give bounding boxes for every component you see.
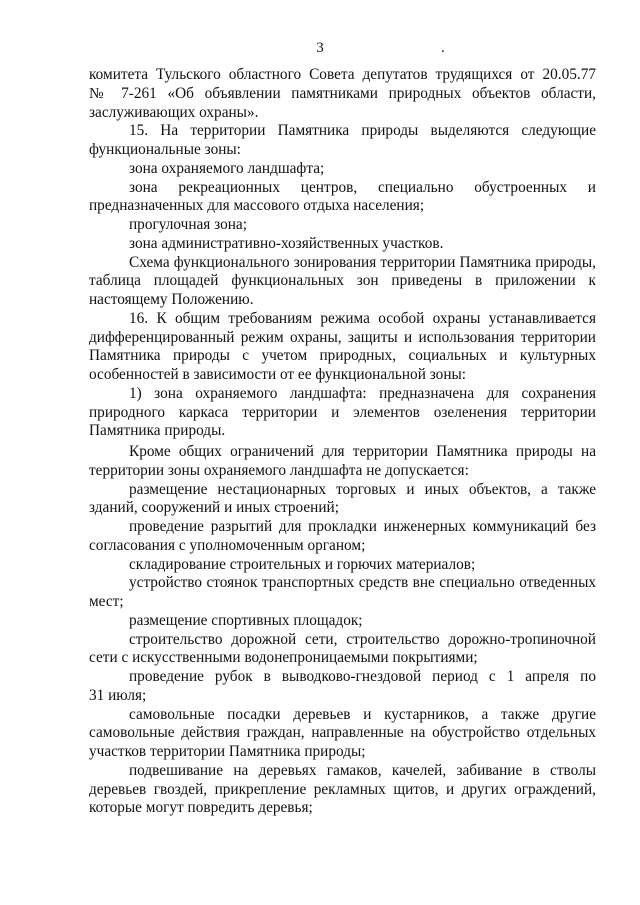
text-line: Памятника природы. bbox=[89, 422, 226, 440]
zone-definition-line: 1) зона охраняемого ландшафта: предназначена для сохранения bbox=[129, 384, 596, 402]
text-line: согласования с уполномоченным органом; bbox=[89, 536, 366, 554]
paragraph-15-line: 15. На территории Памятника природы выделяются следующие bbox=[129, 122, 596, 140]
text-line: Памятника природы с учетом природных, социальных и культурных bbox=[89, 347, 596, 365]
page-number: 3 bbox=[316, 40, 324, 56]
text-line: 31 июля; bbox=[89, 686, 147, 704]
zone-item: зона административно-хозяйственных участков. bbox=[129, 234, 444, 252]
prohibition-item: проведение разрытий для прокладки инженерных коммуникаций без bbox=[129, 518, 596, 535]
prohibition-item: проведение рубок в выводково-гнездовой период с 1 апреля по bbox=[129, 668, 596, 685]
text-line: комитета Тульского областного Совета депутатов трудящихся от 20.05.77 bbox=[89, 66, 596, 83]
text-line: настоящему Положению. bbox=[89, 291, 254, 308]
text-line: участков территории Памятника природы; bbox=[89, 743, 366, 760]
text-line: которые могут повредить деревья; bbox=[89, 799, 313, 817]
text-line: предназначенных для массового отдыха населения; bbox=[89, 197, 425, 215]
text-line: особенностей в зависимости от ее функциональной зоны: bbox=[89, 366, 467, 383]
text-line: деревьев гвоздей, прикрепление рекламных щитов, и других ограждений, bbox=[89, 780, 596, 798]
text-line: Кроме общих ограничений для территории Памятника природы на bbox=[129, 443, 596, 460]
document-body bbox=[89, 66, 596, 818]
zone-item: зона рекреационных центров, специально обустроенных и bbox=[129, 178, 596, 196]
text-line: природного каркаса территории и элементов озеленения территории bbox=[89, 403, 596, 421]
prohibition-item: устройство стоянок транспортных средств вне специально отведенных bbox=[129, 574, 596, 592]
paragraph-16-line: 16. К общим требованиям режима особой охраны устанавливается bbox=[129, 309, 596, 327]
text-line: территории зоны охраняемого ландшафта не допускается: bbox=[89, 461, 469, 479]
prohibition-item: размещение нестационарных торговых и иных объектов, а также bbox=[129, 480, 596, 498]
text-line: таблица площадей функциональных зон приведены в приложении к bbox=[89, 272, 596, 290]
text-line: мест; bbox=[89, 593, 124, 610]
prohibition-item: складирование строительных и горючих материалов; bbox=[129, 555, 476, 573]
text-line: сети с искусственными водонепроницаемыми покрытиями; bbox=[89, 649, 478, 667]
text-line: Схема функционального зонирования территории Памятника природы, bbox=[129, 253, 596, 271]
text-line: № 7-261 «Об объявлении памятниками природных объектов области, bbox=[89, 84, 596, 102]
prohibition-item: размещение спортивных площадок; bbox=[129, 611, 363, 629]
text-line: заслуживающих охраны». bbox=[89, 103, 259, 121]
text-line: функциональные зоны: bbox=[89, 141, 241, 158]
page-mark: . bbox=[441, 40, 445, 56]
zone-item: прогулочная зона; bbox=[129, 216, 247, 233]
prohibition-item: подвешивание на деревьях гамаков, качелей, забивание в стволы bbox=[129, 761, 596, 779]
zone-item: зона охраняемого ландшафта; bbox=[129, 159, 325, 177]
prohibition-item: строительство дорожной сети, строительство дорожно-тропиночной bbox=[129, 630, 596, 648]
text-line: самовольные действия граждан, направленные на обустройство отдельных bbox=[89, 724, 596, 742]
text-line: дифференцированный режим охраны, защиты и использования территории bbox=[89, 328, 596, 346]
prohibition-item: самовольные посадки деревьев и кустарников, а также другие bbox=[129, 705, 596, 723]
text-line: зданий, сооружений и иных строений; bbox=[89, 499, 339, 517]
